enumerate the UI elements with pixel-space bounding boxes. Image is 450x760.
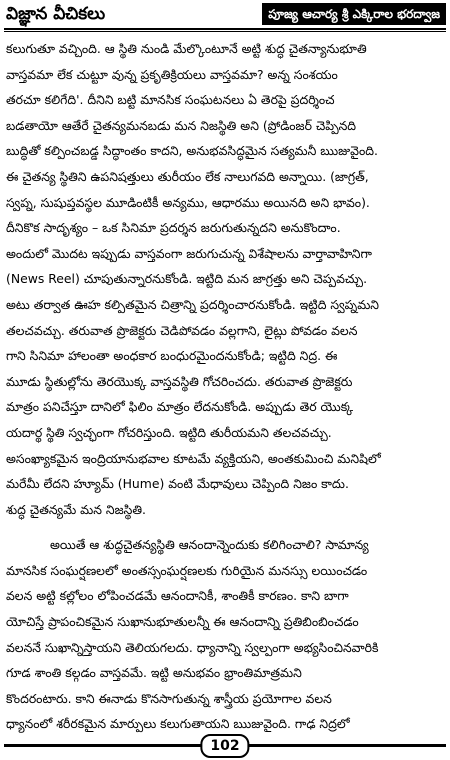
text-line: అసంఖ్యాకమైన ఇంద్రియానుభవాల కూటమే వ్యక్తియని, అంతకుమించి మనిషిలో	[6, 450, 381, 466]
text-line: అయితే ఆ శుద్ధచైతన్యస్థితి ఆనందాన్నెందుకు కలిగించాలి? సామాన్య	[50, 537, 369, 553]
text-line: ధ్యానంలో శరీరకమైన మార్పులు కలుగుతాయని ఋజువైంది. గాఢ నిద్రలో	[6, 716, 350, 732]
book-title: విజ్ఞాన వీచికలు	[6, 4, 106, 24]
text-line: మరేమీ లేదని హ్యూమ్ (Hume) వంటి మేధావులు చెప్పింది నిజం కాదు.	[6, 476, 349, 492]
text-line: వలన అట్టి కల్లోలం లోపించడమే ఆనందానికీ, శాంతికీ కారణం. కాని బాగా	[6, 588, 349, 604]
text-line: శుద్ధ చైతన్యమే మన నిజస్థితి.	[6, 501, 146, 517]
page-number: 102	[200, 734, 249, 758]
header-rule	[4, 28, 446, 30]
text-line: బుద్ధితో కల్పించబడ్డ సిద్ధాంతం కాదని, అనుభవసిద్ధమైన సత్యమనీ ఋజువైంది.	[6, 143, 378, 159]
text-line: మాత్రం పనిచేస్తూ దానిలో ఫిలిం మాత్రం లేదనుకోండి. అప్పుడు తెర యొక్క	[6, 399, 354, 415]
text-line: తలచవచ్చు. తరువాత ప్రొజెక్టరు చెడిపోవడం వల్లగాని, లైట్లు పోవడం వలన	[6, 322, 358, 338]
text-line: స్వప్న, సుషుప్తవస్థల మూడింటికీ అన్యము, ఆధారము అయినది అని భావం).	[6, 194, 370, 210]
header-rule-thin	[4, 31, 446, 32]
text-line: బడతాయో ఆతేరే చైతన్యమనబడు మన నిజస్థితి అని (ప్రోడింజర్ చెప్పినది	[6, 117, 357, 133]
text-line: (News Reel) చూపుతున్నారనుకోండి. ఇట్టిది మన జాగ్రత్తు అని చెప్పవచ్చు.	[6, 271, 368, 287]
text-line: అటు తర్వాత ఊహ కల్పితమైన చిత్రాన్ని ప్రదర్శించారనుకోండి. ఇట్టిది స్వప్నమని	[6, 296, 380, 312]
author-name: పూజ్య ఆచార్య శ్రీ ఎక్కిరాల భరద్వాజ	[262, 3, 446, 25]
text-line: యదార్థ స్థితి స్వచ్ఛంగా గోచరిస్తుంది. ఇట్టిది తురీయమని తలచవచ్చు.	[6, 424, 332, 440]
text-line: మానసిక సంఘర్షణలలో అంతస్సంఘర్షణలకు గురియైన మనస్సు లయించడం	[6, 562, 368, 578]
paragraph-gap	[6, 522, 444, 532]
text-line: అందులో మొదట ఇప్పుడు వాస్తవంగా జరుగుచున్న విశేషాలను వార్తావాహినిగా	[6, 245, 372, 261]
text-line: కలుగుతూ వచ్చింది. ఆ స్థితి నుండి మేల్కొంటూనే అట్టి శుద్ధ చైతన్యానుభూతి	[6, 41, 367, 56]
text-line: ఈ చైతన్య స్థితిని ఉపనిషత్తులు తురీయం లేక నాలుగవది అన్నాయి. (జాగ్రత్,	[6, 168, 369, 184]
text-line: తరచూ కలిగేది'. దీనిని బట్టి మానసిక సంఘటనలు ఏ తెరపై ప్రదర్శించ	[6, 92, 335, 108]
text-line: గూడ శాంతి కల్గడం వాస్తవమే. ఇట్టి అనుభవం భ్రాంతిమాత్రమని	[6, 665, 302, 681]
text-line: దీనికొక సాదృశ్యం – ఒక సినిమా ప్రదర్శన జరుగుతున్నదని అనుకొందాం.	[6, 220, 341, 236]
text-line: వలననే సుఖాన్నిస్తాయని తెలియగలదు. ధ్యానాన్ని స్వల్పంగా అభ్యసించినవారికి	[6, 639, 379, 655]
text-line: వాస్తవమా లేక చుట్టూ వున్న ప్రకృతిక్రియలు వాస్తవమా? అన్న సంశయం	[6, 66, 338, 82]
paragraph-2	[6, 532, 444, 737]
paragraph-1	[6, 36, 444, 522]
page-body	[6, 36, 444, 737]
text-line: గాని సినిమా హాలంతా అంధకార బంధురమైందనుకోండి; ఇట్టిది నిద్ర. ఈ	[6, 348, 338, 364]
text-line: యోచిస్తే ప్రాపంచికమైన సుఖానుభూతులన్నీ ఈ ఆనందాన్ని ప్రతిబింబించడం	[6, 614, 359, 630]
text-line: కొందరంటారు. కాని ఈనాడు కొనసాగుతున్న శాస్త్రీయ ప్రయోగాల వలన	[6, 690, 332, 706]
text-line: మూడు స్థితుల్లోను తెరయొక్క వాస్తవస్థితి గోచరించదు. తరువాత ప్రొజెక్టరు	[6, 373, 353, 389]
running-header	[4, 2, 446, 28]
page-footer	[4, 732, 446, 758]
